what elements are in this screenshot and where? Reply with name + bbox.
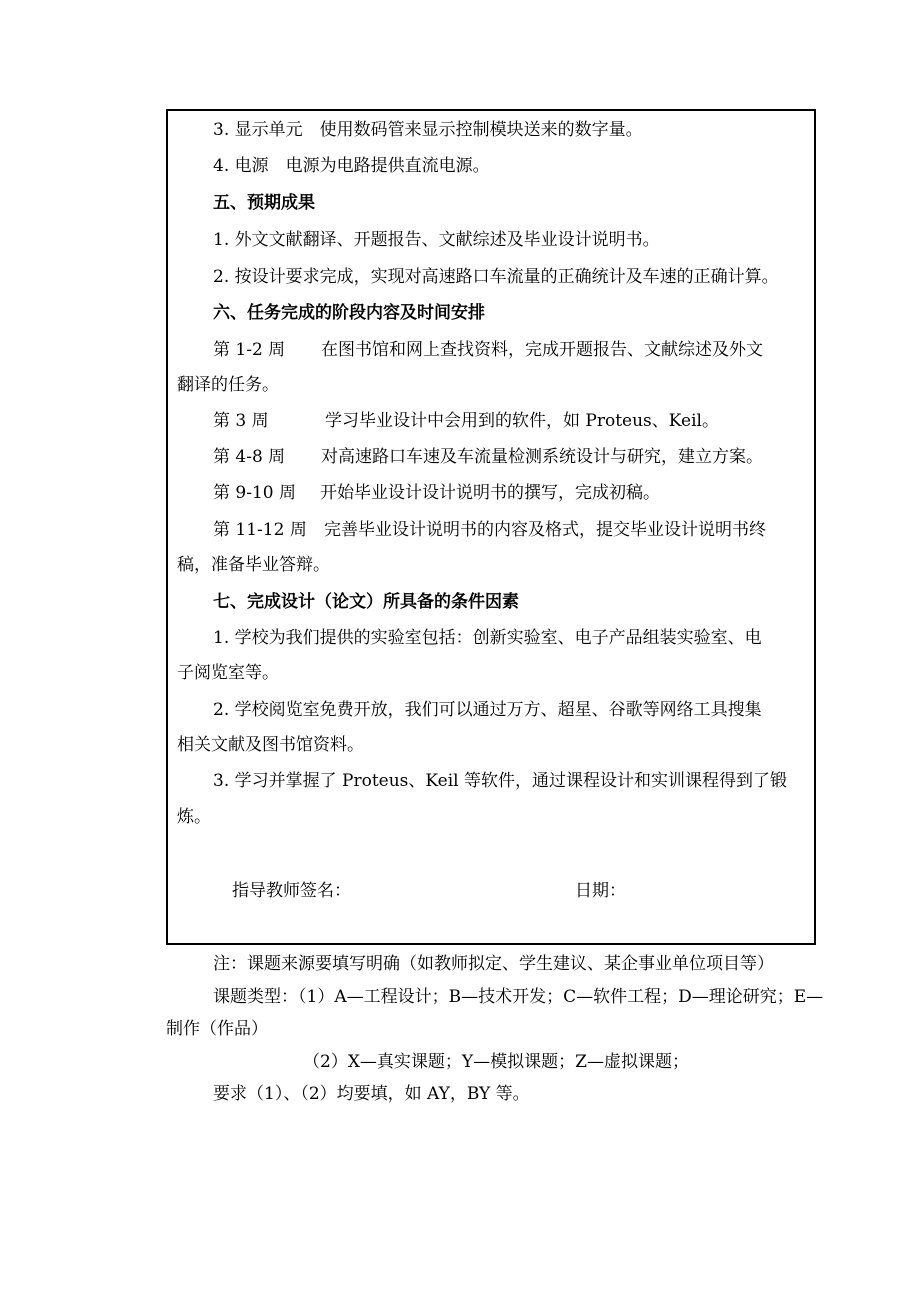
date-label: 日期： xyxy=(575,881,626,901)
item-label: 电源 xyxy=(234,156,269,176)
schedule-task: 翻译的任务。 xyxy=(177,375,279,395)
item-label: 显示单元 xyxy=(234,120,303,140)
note-line: 要求（1）、（2）均要填，如 AY，BY 等。 xyxy=(213,1084,530,1104)
item-display-unit xyxy=(213,119,643,141)
item-number: 4. xyxy=(213,156,230,176)
section7-paragraph: 2. 学校阅览室免费开放，我们可以通过万方、超星、谷歌等网络工具搜集 xyxy=(213,700,762,720)
section5-paragraph: 1. 外文文献翻译、开题报告、文献综述及毕业设计说明书。 xyxy=(213,230,660,250)
schedule-row xyxy=(213,339,285,361)
section7-paragraph: 炼。 xyxy=(177,807,211,827)
teacher-signature-label: 指导教师签名： xyxy=(232,881,351,901)
schedule-week: 第 9-10 周 xyxy=(213,483,296,503)
note-line: 注：课题来源要填写明确（如教师拟定、学生建议、某企事业单位项目等） xyxy=(213,954,774,974)
note-line: 制作（作品） xyxy=(166,1019,268,1039)
schedule-task: 稿，准备毕业答辩。 xyxy=(177,555,330,575)
section7-paragraph: 相关文献及图书馆资料。 xyxy=(177,735,364,755)
section7-paragraph: 1. 学校为我们提供的实验室包括：创新实验室、电子产品组装实验室、电 xyxy=(213,628,762,648)
schedule-week: 第 11-12 周 xyxy=(213,520,307,540)
schedule-task: 在图书馆和网上查找资料，完成开题报告、文献综述及外文 xyxy=(321,340,763,360)
schedule-week: 第 1-2 周 xyxy=(213,340,286,360)
section7-paragraph: 子阅览室等。 xyxy=(177,663,279,683)
schedule-task: 对高速路口车速及车流量检测系统设计与研究，建立方案。 xyxy=(321,447,763,467)
section7-heading: 七、完成设计（论文）所具备的条件因素 xyxy=(213,592,519,612)
schedule-week: 第 3 周 xyxy=(213,411,269,431)
section5-heading: 五、预期成果 xyxy=(213,193,315,213)
schedule-task: 开始毕业设计设计说明书的撰写，完成初稿。 xyxy=(320,483,660,503)
schedule-task: 完善毕业设计说明书的内容及格式，提交毕业设计说明书终 xyxy=(324,520,766,540)
section5-paragraph: 2. 按设计要求完成，实现对高速路口车流量的正确统计及车速的正确计算。 xyxy=(213,267,779,287)
note-line: （2）X—真实课题；Y—模拟课题；Z—虚拟课题； xyxy=(303,1052,689,1072)
note-line: 课题类型：（1）A—工程设计；B—技术开发；C—软件工程；D—理论研究；E— xyxy=(213,987,824,1007)
item-power xyxy=(213,155,490,177)
section6-heading: 六、任务完成的阶段内容及时间安排 xyxy=(213,303,485,323)
item-number: 3. xyxy=(213,120,230,140)
schedule-week: 第 4-8 周 xyxy=(213,447,286,467)
item-text: 电源为电路提供直流电源。 xyxy=(285,156,490,176)
section7-paragraph: 3. 学习并掌握了 Proteus、Keil 等软件，通过课程设计和实训课程得到了锻 xyxy=(213,771,787,791)
item-text: 使用数码管来显示控制模块送来的数字量。 xyxy=(319,120,643,140)
schedule-task: 学习毕业设计中会用到的软件，如 Proteus、Keil。 xyxy=(325,411,719,431)
